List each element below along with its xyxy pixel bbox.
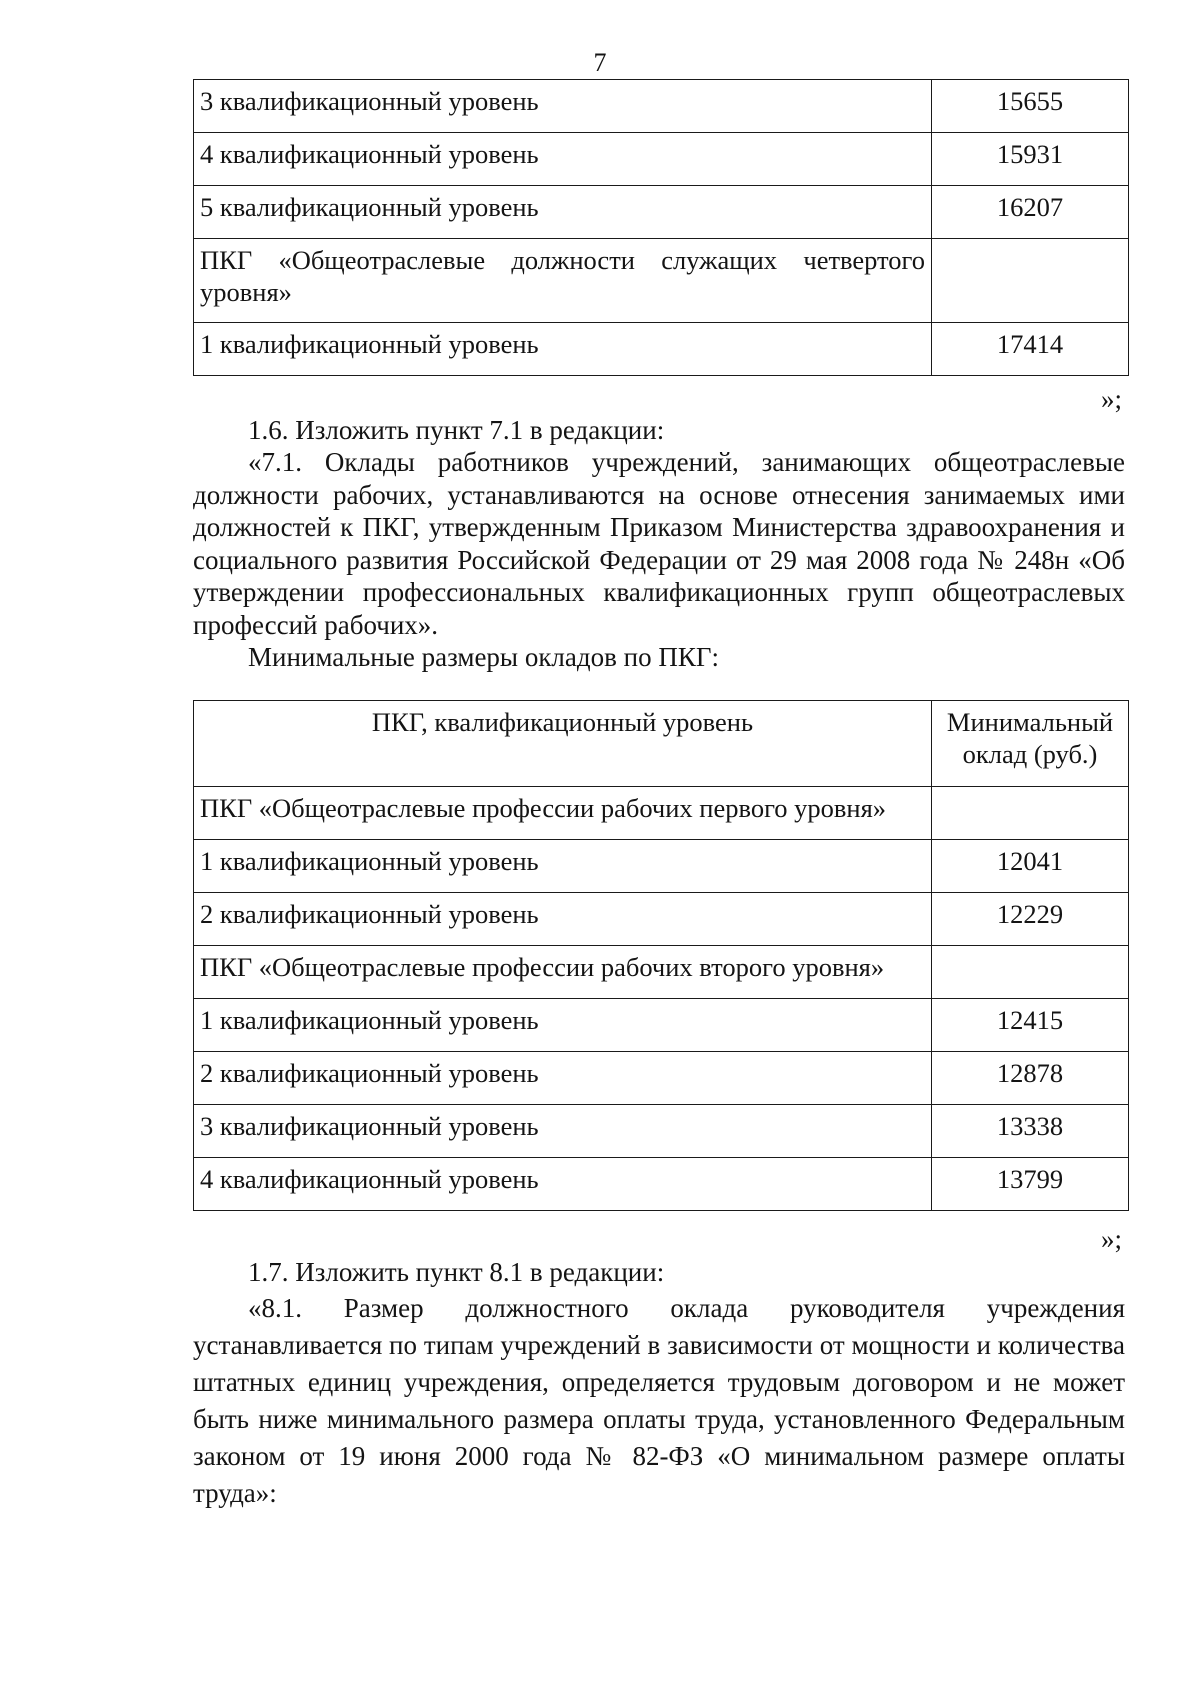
row-value: 16207 <box>932 186 1129 239</box>
row-name: 5 квалификационный уровень <box>194 186 932 239</box>
row-value: 12041 <box>932 840 1129 893</box>
row-name: ПКГ «Общеотраслевые должности служащих четвертого уровня» <box>194 239 932 323</box>
row-value <box>932 946 1129 999</box>
row-name: 4 квалификационный уровень <box>194 133 932 186</box>
section-paragraph: «8.1. Размер должностного оклада руководителя учреждения устанавливается по типам учреждений в зависимости от мощности и количества штатных единиц учреждения, определяется трудовым договором и не может быть ниже минимального размера оплаты труда, установленного Федеральным законом от 19 июня 2000 года № 82-ФЗ «О минимальном размере оплаты труда»: <box>193 1293 1125 1508</box>
section-heading: 1.7. Изложить пункт 8.1 в редакции: <box>248 1257 665 1287</box>
row-value: 12229 <box>932 893 1129 946</box>
row-name: 1 квалификационный уровень <box>194 323 932 376</box>
table-row-group-heading <box>194 239 1129 323</box>
table-row-group-heading <box>194 946 1129 999</box>
table-row <box>194 80 1129 133</box>
table-row <box>194 893 1129 946</box>
row-value <box>932 239 1129 323</box>
table-row <box>194 1158 1129 1211</box>
column-header-value: Минимальный оклад (руб.) <box>932 701 1129 787</box>
row-value <box>932 787 1129 840</box>
row-value: 12415 <box>932 999 1129 1052</box>
row-name: 3 квалификационный уровень <box>194 80 932 133</box>
table-row <box>194 1105 1129 1158</box>
table-row <box>194 840 1129 893</box>
column-header-name: ПКГ, квалификационный уровень <box>194 701 932 787</box>
table-closing-quote: »; <box>1100 384 1122 414</box>
page-number: 7 <box>593 48 607 77</box>
table-closing-quote: »; <box>1100 1224 1122 1254</box>
row-name: 1 квалификационный уровень <box>194 840 932 893</box>
row-name: 1 квалификационный уровень <box>194 999 932 1052</box>
row-name: 4 квалификационный уровень <box>194 1158 932 1211</box>
table-row <box>194 323 1129 376</box>
row-value: 17414 <box>932 323 1129 376</box>
row-name: 3 квалификационный уровень <box>194 1105 932 1158</box>
row-value: 13799 <box>932 1158 1129 1211</box>
table-row <box>194 133 1129 186</box>
table-row <box>194 999 1129 1052</box>
table-row-group-heading <box>194 787 1129 840</box>
min-salary-table <box>193 700 1129 1211</box>
table-intro: Минимальные размеры окладов по ПКГ: <box>248 642 719 672</box>
salary-table-continued <box>193 79 1129 376</box>
row-value: 15931 <box>932 133 1129 186</box>
row-name: ПКГ «Общеотраслевые профессии рабочих первого уровня» <box>194 787 932 840</box>
row-value: 12878 <box>932 1052 1129 1105</box>
row-value: 15655 <box>932 80 1129 133</box>
row-name: 2 квалификационный уровень <box>194 893 932 946</box>
table-row <box>194 1052 1129 1105</box>
row-value: 13338 <box>932 1105 1129 1158</box>
row-name: 2 квалификационный уровень <box>194 1052 932 1105</box>
table-header-row <box>194 701 1129 787</box>
table-row <box>194 186 1129 239</box>
section-heading: 1.6. Изложить пункт 7.1 в редакции: <box>248 415 665 445</box>
section-paragraph: «7.1. Оклады работников учреждений, занимающих общеотраслевые должности рабочих, устанавливаются на основе отнесения занимаемых ими должностей к ПКГ, утвержденным Приказом Министерства здравоохранения и социального развития Российской Федерации от 29 мая 2008 года № 248н «Об утверждении профессиональных квалификационных групп общеотраслевых профессий рабочих». <box>193 447 1125 640</box>
row-name: ПКГ «Общеотраслевые профессии рабочих второго уровня» <box>194 946 932 999</box>
